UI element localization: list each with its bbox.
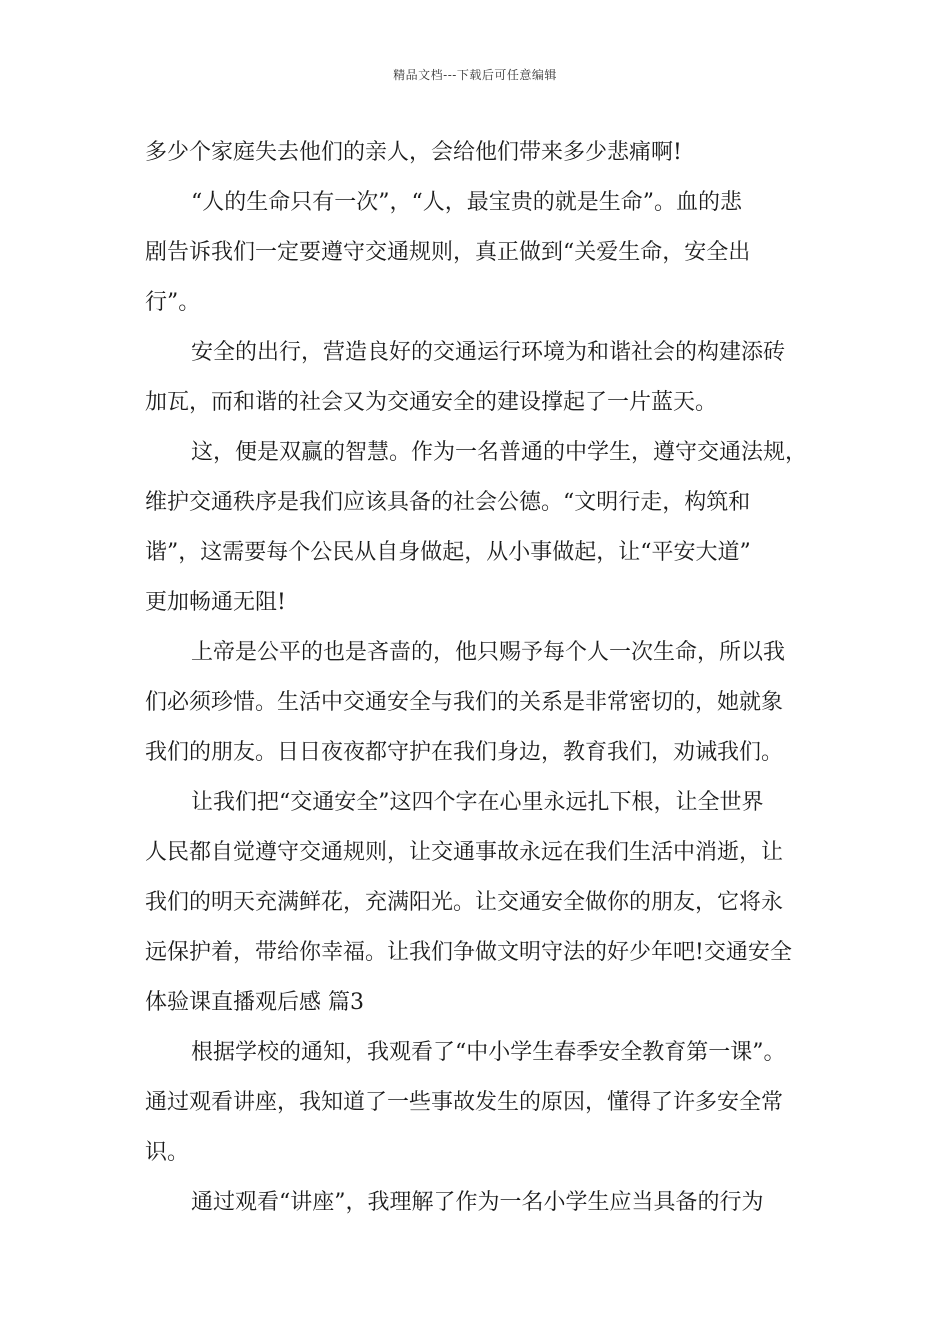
page-header: 精品文档---下载后可任意编辑 (393, 68, 557, 82)
text-line: 识。 (145, 1140, 190, 1165)
text-line: 们必须珍惜。生活中交通安全与我们的关系是非常密切的，她就象 (145, 690, 784, 715)
section-title: 体验课直播观后感 篇3 (145, 990, 364, 1015)
text-line: 加瓦，而和谐的社会又为交通安全的建设撑起了一片蓝天。 (145, 390, 718, 415)
text-line: 这，便是双赢的智慧。作为一名普通的中学生，遵守交通法规， (191, 440, 808, 465)
text-line: 我们的朋友。日日夜夜都守护在我们身边，教育我们，劝诫我们。 (145, 740, 784, 765)
text-line: 更加畅通无阻! (145, 590, 286, 615)
text-line: “人的生命只有一次”，“人，最宝贵的就是生命”。血的悲 (191, 190, 742, 215)
text-line: 通过观看讲座，我知道了一些事故发生的原因，懂得了许多安全常 (145, 1090, 784, 1115)
text-line: 行”。 (145, 290, 201, 315)
text-line: 人民都自觉遵守交通规则，让交通事故永远在我们生活中消逝，让 (145, 840, 784, 865)
text-line: 维护交通秩序是我们应该具备的社会公德。“文明行走，构筑和 (145, 490, 751, 515)
text-line: 根据学校的通知，我观看了“中小学生春季安全教育第一课”。 (191, 1040, 786, 1065)
text-line: 远保护着，带给你幸福。让我们争做文明守法的好少年吧!交通安全 (145, 940, 792, 965)
text-line: 让我们把“交通安全”这四个字在心里永远扎下根，让全世界 (191, 790, 764, 815)
document-body (145, 128, 817, 1228)
text-line: 谐”，这需要每个公民从自身做起，从小事做起，让“平安大道” (145, 540, 751, 565)
text-line: 剧告诉我们一定要遵守交通规则，真正做到“关爱生命，安全出 (145, 240, 751, 265)
text-line: 安全的出行，营造良好的交通运行环境为和谐社会的构建添砖 (191, 340, 786, 365)
text-line: 我们的明天充满鲜花，充满阳光。让交通安全做你的朋友，它将永 (145, 890, 784, 915)
text-line: 多少个家庭失去他们的亲人，会给他们带来多少悲痛啊! (145, 140, 682, 165)
text-line: 通过观看“讲座”，我理解了作为一名小学生应当具备的行为 (191, 1190, 764, 1215)
text-line: 上帝是公平的也是吝啬的，他只赐予每个人一次生命，所以我 (191, 640, 786, 665)
